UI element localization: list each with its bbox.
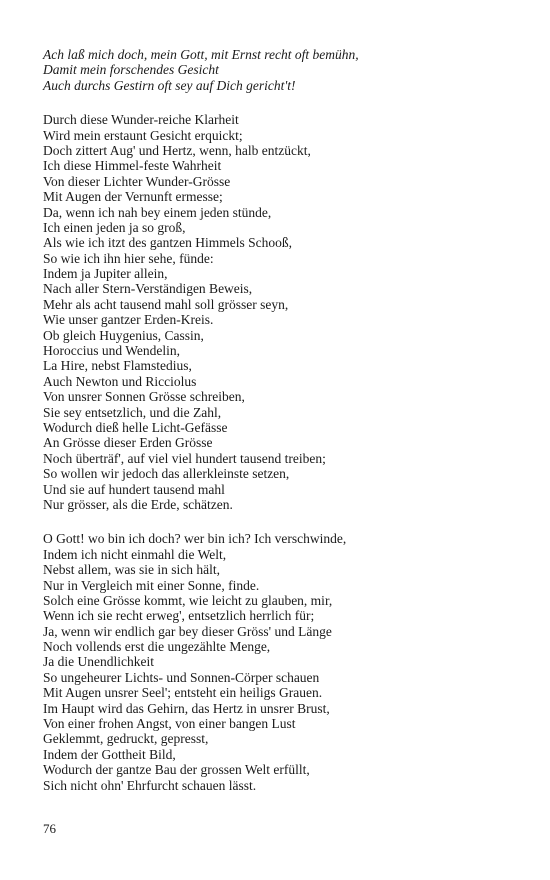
poem-line: Auch Newton und Ricciolus — [43, 373, 197, 389]
stanza-2 — [43, 112, 523, 512]
poem-line: Sich nicht ohn' Ehrfurcht schauen lässt. — [43, 777, 257, 793]
poem-line: Noch vollends erst die ungezählte Menge, — [43, 639, 271, 655]
poem-line: Nebst allem, was sie in sich hält, — [43, 562, 220, 578]
poem-line: Von dieser Lichter Wunder-Grösse — [43, 173, 231, 189]
poem-line: Sie sey entsetzlich, und die Zahl, — [43, 404, 222, 420]
poem-line: Indem der Gottheit Bild, — [43, 746, 176, 762]
poem-line: Von einer frohen Angst, von einer bangen Lust — [43, 716, 296, 732]
poem-line: Ach laß mich doch, mein Gott, mit Ernst recht oft bemühn, — [43, 47, 359, 62]
poem-line: Geklemmt, gedruckt, gepresst, — [43, 731, 209, 747]
poem-line: Doch zittert Aug' und Hertz, wenn, halb entzückt, — [43, 142, 311, 158]
poem-line: Wie unser gantzer Erden-Kreis. — [43, 312, 214, 328]
poem-line: Durch diese Wunder-reiche Klarheit — [43, 112, 239, 128]
poem-line: Nach aller Stern-Verständigen Beweis, — [43, 281, 253, 297]
poem-line: So wollen wir jedoch das allerkleinste setzen, — [43, 466, 290, 482]
poem-line: So wie ich ihn hier sehe, fünde: — [43, 250, 214, 266]
poem-line: Wodurch dieß helle Licht-Gefässe — [43, 419, 228, 435]
stanza-italic-intro — [43, 47, 523, 93]
poem-line: Indem ich nicht einmahl die Welt, — [43, 546, 227, 562]
poem-line: Damit mein forschendes Gesicht — [43, 62, 219, 78]
poem-text — [43, 47, 523, 793]
poem-line: Wird mein erstaunt Gesicht erquickt; — [43, 127, 243, 143]
poem-line: Ja die Unendlichkeit — [43, 654, 154, 670]
poem-line: Mehr als acht tausend mahl soll grösser seyn, — [43, 296, 289, 312]
poem-line: Indem ja Jupiter allein, — [43, 266, 168, 282]
poem-line: An Grösse dieser Erden Grösse — [43, 435, 213, 451]
poem-line: O Gott! wo bin ich doch? wer bin ich? Ich verschwinde, — [43, 531, 347, 547]
poem-line: La Hire, nebst Flamstedius, — [43, 358, 192, 374]
stanza-gap — [43, 93, 523, 112]
poem-line: Wenn ich sie recht erweg', entsetzlich herrlich für; — [43, 608, 315, 624]
poem-line: Und sie auf hundert tausend mahl — [43, 481, 225, 497]
poem-line: Im Haupt wird das Gehirn, das Hertz in unsrer Brust, — [43, 700, 330, 716]
poem-line: Mit Augen der Vernunft ermesse; — [43, 189, 223, 205]
poem-line: Ich einen jeden ja so groß, — [43, 219, 186, 235]
poem-line: Mit Augen unsrer Seel'; entsteht ein heiligs Grauen. — [43, 685, 323, 701]
poem-line: Von unsrer Sonnen Grösse schreiben, — [43, 389, 245, 405]
poem-line: Auch durchs Gestirn oft sey auf Dich gericht't! — [43, 77, 296, 93]
poem-line: Ob gleich Huygenius, Cassin, — [43, 327, 204, 343]
poem-line: Nur grösser, als die Erde, schätzen. — [43, 496, 233, 512]
poem-line: Wodurch der gantze Bau der grossen Welt erfüllt, — [43, 762, 310, 778]
poem-line: So ungeheurer Lichts- und Sonnen-Cörper schauen — [43, 669, 320, 685]
stanza-3 — [43, 531, 523, 793]
poem-line: Horoccius und Wendelin, — [43, 343, 181, 359]
stanza-gap — [43, 512, 523, 531]
page-number: 76 — [43, 821, 56, 836]
poem-line: Ja, wenn wir endlich gar bey dieser Gröss' und Länge — [43, 623, 332, 639]
poem-line: Da, wenn ich nah bey einem jeden stünde, — [43, 204, 272, 220]
poem-line: Nur in Vergleich mit einer Sonne, finde. — [43, 577, 260, 593]
poem-line: Solch eine Grösse kommt, wie leicht zu glauben, mir, — [43, 592, 333, 608]
poem-line: Als wie ich itzt des gantzen Himmels Schooß, — [43, 235, 292, 251]
poem-line: Ich diese Himmel-feste Wahrheit — [43, 158, 222, 174]
poem-line: Noch überträf', auf viel viel hundert tausend treiben; — [43, 450, 326, 466]
